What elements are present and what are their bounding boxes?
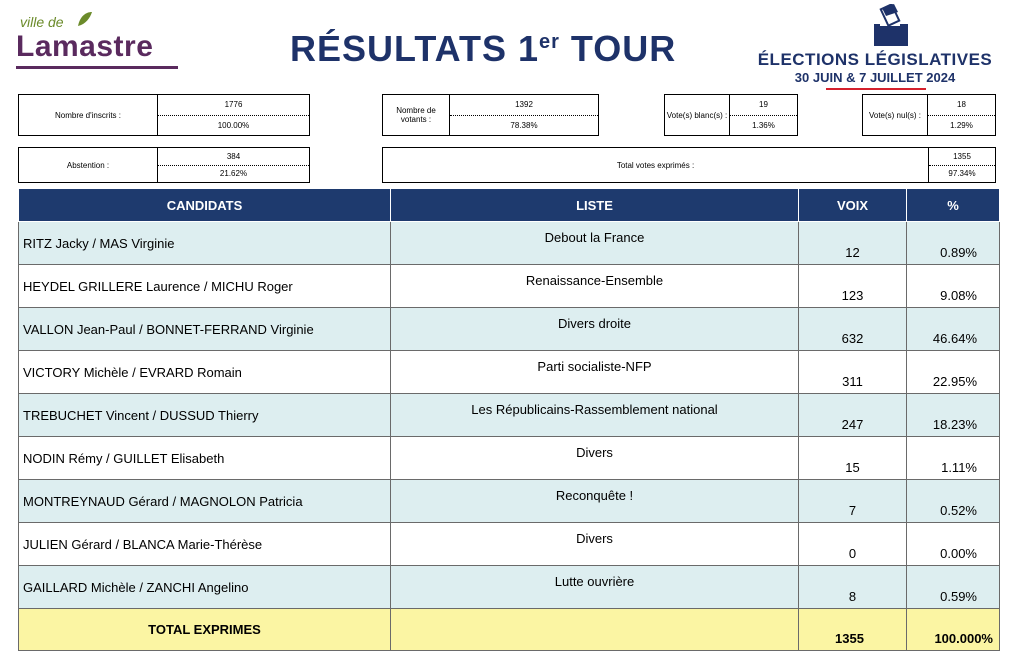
stat-exprimes-pct: 97.34% <box>948 169 976 179</box>
liste-cell: Divers droite <box>391 308 799 351</box>
liste-cell: Reconquête ! <box>391 480 799 523</box>
liste-cell: Divers <box>391 523 799 566</box>
stat-inscrits-pct: 100.00% <box>217 120 250 130</box>
table-row <box>19 222 1000 265</box>
candidats-cell: RITZ Jacky / MAS Virginie <box>19 222 391 265</box>
logo-name: Lamastre <box>16 30 154 63</box>
voix-cell: 632 <box>799 308 907 351</box>
table-row <box>19 566 1000 609</box>
liste-cell: Debout la France <box>391 222 799 265</box>
candidats-cell: MONTREYNAUD Gérard / MAGNOLON Patricia <box>19 480 391 523</box>
stat-exprimes <box>382 147 996 183</box>
total-label: TOTAL EXPRIMES <box>19 609 391 651</box>
candidats-cell: JULIEN Gérard / BLANCA Marie-Thérèse <box>19 523 391 566</box>
liste-cell: Les Républicains-Rassemblement national <box>391 394 799 437</box>
elections-red-underline <box>826 88 926 90</box>
pct-cell: 18.23% <box>907 394 1000 437</box>
stat-nuls-value: 18 <box>928 95 995 116</box>
liste-cell: Renaissance-Ensemble <box>391 265 799 308</box>
voix-cell: 7 <box>799 480 907 523</box>
voix-cell: 311 <box>799 351 907 394</box>
voix-cell: 12 <box>799 222 907 265</box>
logo-underline <box>16 66 178 69</box>
stat-inscrits <box>18 94 310 136</box>
stat-abstention <box>18 147 310 183</box>
candidats-cell: GAILLARD Michèle / ZANCHI Angelino <box>19 566 391 609</box>
candidats-cell: VICTORY Michèle / EVRARD Romain <box>19 351 391 394</box>
stat-votants-pct: 78.38% <box>510 120 538 130</box>
leaf-icon <box>76 10 94 28</box>
stat-blancs <box>664 94 798 136</box>
pct-cell: 0.52% <box>907 480 1000 523</box>
elections-title: ÉLECTIONS LÉGISLATIVES <box>757 50 993 69</box>
elections-badge <box>740 4 1010 92</box>
candidats-cell: HEYDEL GRILLERE Laurence / MICHU Roger <box>19 265 391 308</box>
results-table <box>18 188 1000 651</box>
voix-cell: 247 <box>799 394 907 437</box>
stat-votants-value: 1392 <box>450 95 598 116</box>
stat-votants <box>382 94 599 136</box>
voix-cell: 0 <box>799 523 907 566</box>
logo-ville-text: ville de <box>20 14 64 30</box>
elections-dates: 30 JUIN & 7 JUILLET 2024 <box>794 70 956 85</box>
stat-votants-label: Nombre de votants : <box>383 95 450 135</box>
pct-cell: 0.00% <box>907 523 1000 566</box>
total-pct: 100.000% <box>907 609 1000 651</box>
table-row <box>19 437 1000 480</box>
page-title: RÉSULTATS 1er TOUR <box>290 28 677 69</box>
table-row <box>19 480 1000 523</box>
stat-blancs-label: Vote(s) blanc(s) : <box>665 95 730 135</box>
table-row <box>19 351 1000 394</box>
stat-exprimes-value: 1355 <box>929 148 995 166</box>
table-row <box>19 308 1000 351</box>
table-row <box>19 394 1000 437</box>
table-header-row <box>19 189 1000 222</box>
pct-cell: 22.95% <box>907 351 1000 394</box>
total-liste-cell <box>391 609 799 651</box>
candidats-cell: VALLON Jean-Paul / BONNET-FERRAND Virginie <box>19 308 391 351</box>
voix-cell: 123 <box>799 265 907 308</box>
table-row <box>19 523 1000 566</box>
stat-abstention-value: 384 <box>158 148 309 166</box>
pct-cell: 46.64% <box>907 308 1000 351</box>
stat-inscrits-label: Nombre d'inscrits : <box>19 95 158 135</box>
stat-abstention-pct: 21.62% <box>219 169 248 179</box>
header-candidats: CANDIDATS <box>19 189 391 222</box>
stat-inscrits-value: 1776 <box>158 95 309 116</box>
total-voix: 1355 <box>799 609 907 651</box>
stat-exprimes-label: Total votes exprimés : <box>383 148 929 182</box>
header-pct: % <box>907 189 1000 222</box>
total-row <box>19 609 1000 651</box>
liste-cell: Lutte ouvrière <box>391 566 799 609</box>
stat-abstention-label: Abstention : <box>19 148 158 182</box>
lamastre-logo <box>14 8 184 68</box>
pct-cell: 0.89% <box>907 222 1000 265</box>
voix-cell: 15 <box>799 437 907 480</box>
table-row <box>19 265 1000 308</box>
pct-cell: 1.11% <box>907 437 1000 480</box>
pct-cell: 0.59% <box>907 566 1000 609</box>
stat-nuls-label: Vote(s) nul(s) : <box>863 95 928 135</box>
stat-blancs-value: 19 <box>730 95 797 116</box>
stat-nuls-pct: 1.29% <box>950 120 973 130</box>
liste-cell: Parti socialiste-NFP <box>391 351 799 394</box>
liste-cell: Divers <box>391 437 799 480</box>
header-voix: VOIX <box>799 189 907 222</box>
ballot-box-icon <box>860 4 920 48</box>
voix-cell: 8 <box>799 566 907 609</box>
stat-nuls <box>862 94 996 136</box>
stat-blancs-pct: 1.36% <box>752 120 775 130</box>
candidats-cell: TREBUCHET Vincent / DUSSUD Thierry <box>19 394 391 437</box>
header-liste: LISTE <box>391 189 799 222</box>
pct-cell: 9.08% <box>907 265 1000 308</box>
candidats-cell: NODIN Rémy / GUILLET Elisabeth <box>19 437 391 480</box>
